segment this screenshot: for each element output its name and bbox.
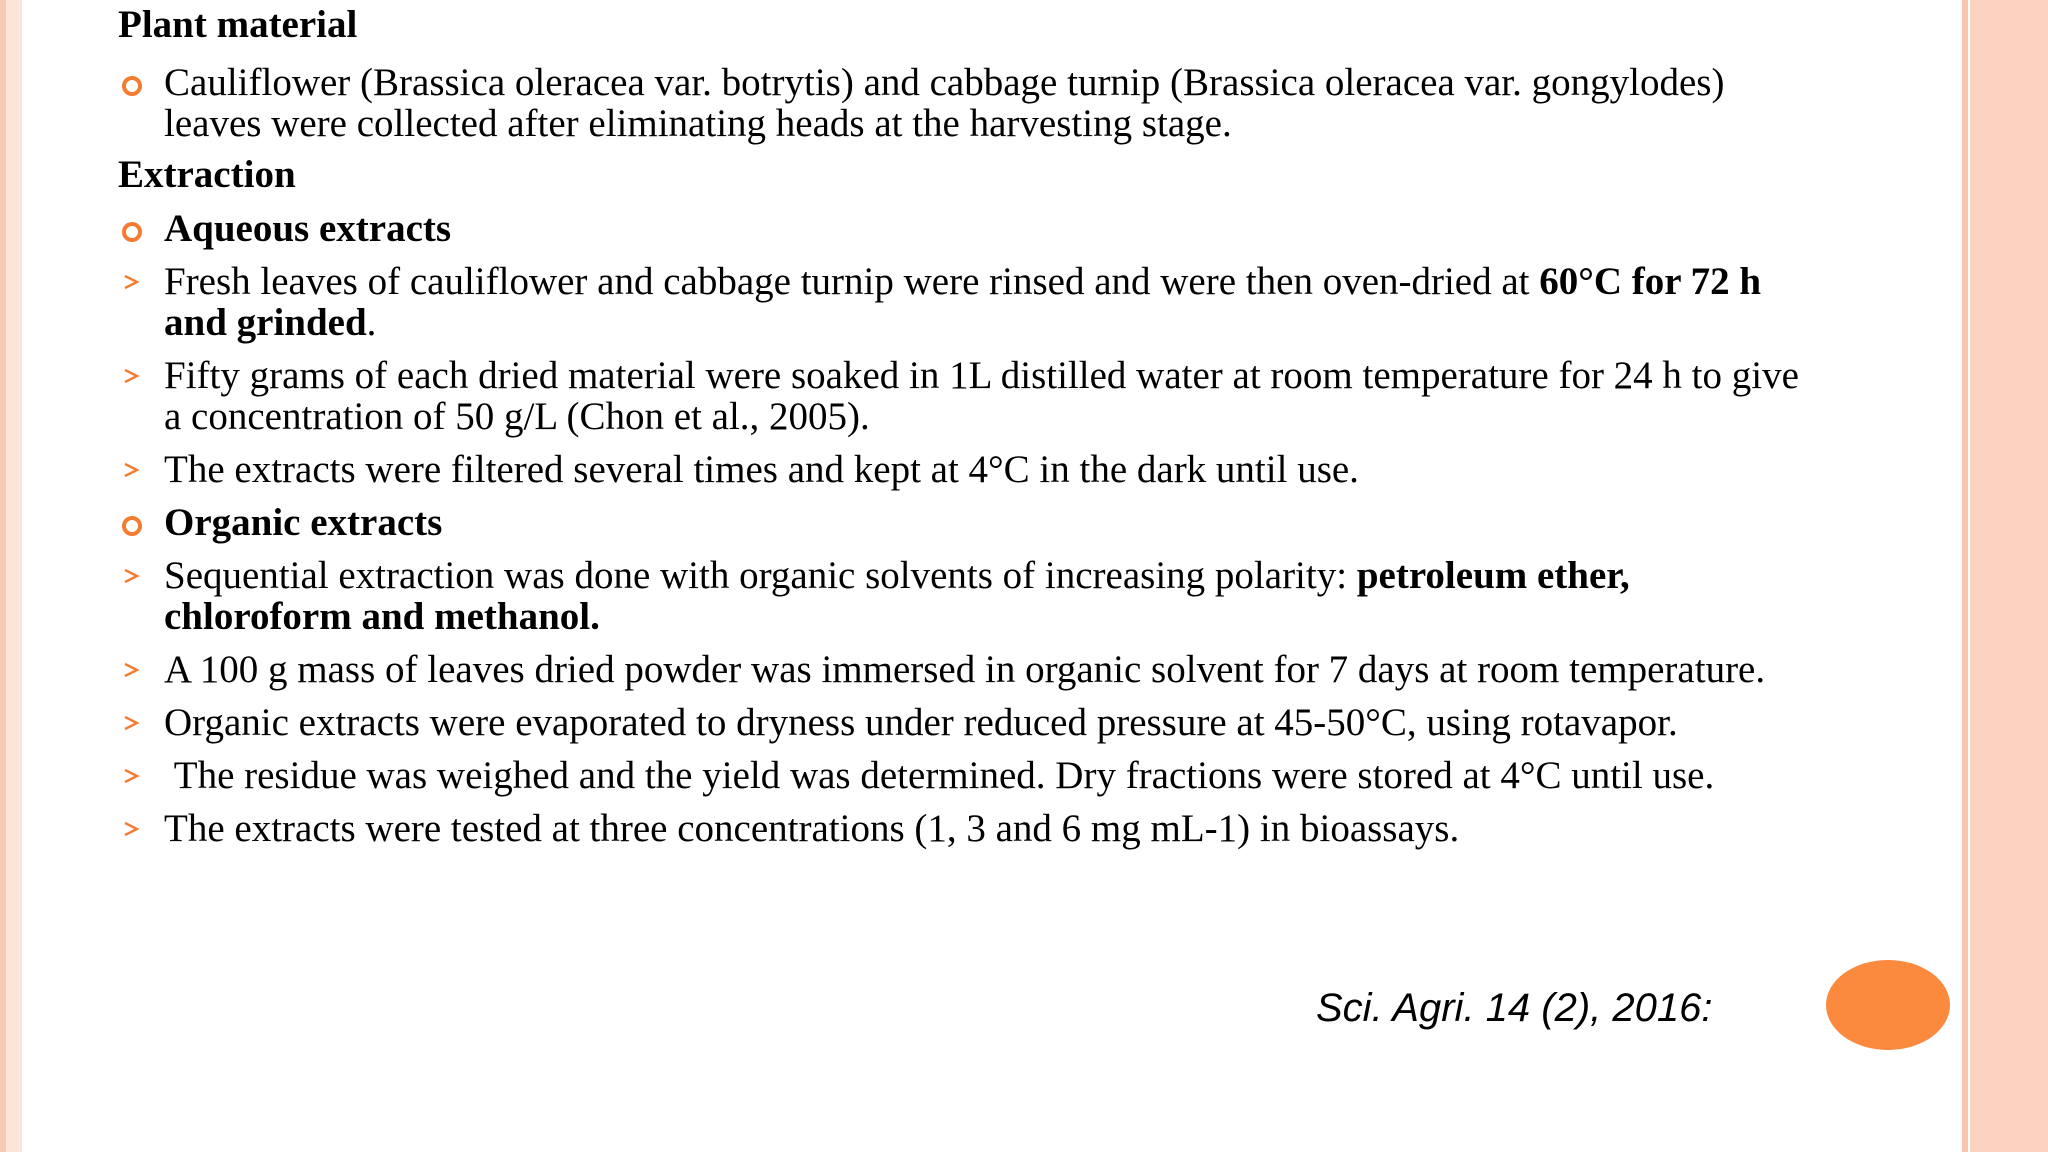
arrow-bullet-icon xyxy=(122,273,140,291)
arrow-bullet-icon xyxy=(122,767,140,785)
list-item xyxy=(118,62,1818,144)
list-item xyxy=(118,702,1818,743)
slide-content xyxy=(118,0,1818,849)
list-item xyxy=(118,649,1818,690)
arrow-bullet-icon xyxy=(122,461,140,479)
arrow-bullet-icon xyxy=(122,820,140,838)
list-item xyxy=(118,261,1818,343)
right-frame-band xyxy=(1970,0,2048,1152)
heading-plant-material: Plant material xyxy=(118,3,358,46)
subheading-organic xyxy=(118,502,1818,543)
item-text: Organic extracts xyxy=(164,501,443,544)
right-frame-line xyxy=(1962,0,1968,1152)
subheading-aqueous xyxy=(118,208,1818,249)
item-text-bold: petroleum ether, chloroform and methanol. xyxy=(164,554,1630,638)
list-item xyxy=(118,755,1818,796)
item-text: . xyxy=(366,301,377,344)
decorative-dot xyxy=(1826,960,1950,1050)
list-item xyxy=(118,808,1818,849)
item-text: Fresh leaves of cauliflower and cabbage turnip were rinsed and were then oven-dried at xyxy=(164,260,1540,303)
item-text: Fifty grams of each dried material were soaked in 1L distilled water at room temperature for 24 h to give a concentration of 50 g/L (Chon et al., 2005). xyxy=(164,354,1799,438)
arrow-bullet-icon xyxy=(122,367,140,385)
item-text-bold: 60°C for 72 h and grinded xyxy=(164,260,1762,344)
arrow-bullet-icon xyxy=(122,714,140,732)
circle-bullet-icon xyxy=(122,76,142,96)
circle-bullet-icon xyxy=(122,516,142,536)
heading-extraction: Extraction xyxy=(118,153,296,196)
list-item xyxy=(118,449,1818,490)
item-text: The extracts were filtered several times and kept at 4°C in the dark until use. xyxy=(164,448,1359,491)
arrow-bullet-icon xyxy=(122,567,140,585)
item-text: The extracts were tested at three concentrations (1, 3 and 6 mg mL-1) in bioassays. xyxy=(164,807,1460,850)
item-text: Organic extracts were evaporated to dryness under reduced pressure at 45-50°C, using rotavapor. xyxy=(164,701,1678,744)
arrow-bullet-icon xyxy=(122,661,140,679)
list-item xyxy=(118,555,1818,637)
item-text: The residue was weighed and the yield was determined. Dry fractions were stored at 4°C until use. xyxy=(164,754,1715,797)
list-item xyxy=(118,355,1818,437)
item-text: Cauliflower (Brassica oleracea var. botrytis) and cabbage turnip (Brassica oleracea var. gongylodes) leaves were collected after eliminating heads at the harvesting stage. xyxy=(164,61,1725,145)
item-text: A 100 g mass of leaves dried powder was immersed in organic solvent for 7 days at room temperature. xyxy=(164,648,1766,691)
left-frame-border xyxy=(0,0,22,1152)
item-text: Sequential extraction was done with organic solvents of increasing polarity: xyxy=(164,554,1357,597)
item-text: Aqueous extracts xyxy=(164,207,452,250)
circle-bullet-icon xyxy=(122,222,142,242)
citation: Sci. Agri. 14 (2), 2016: xyxy=(1316,986,1713,1030)
